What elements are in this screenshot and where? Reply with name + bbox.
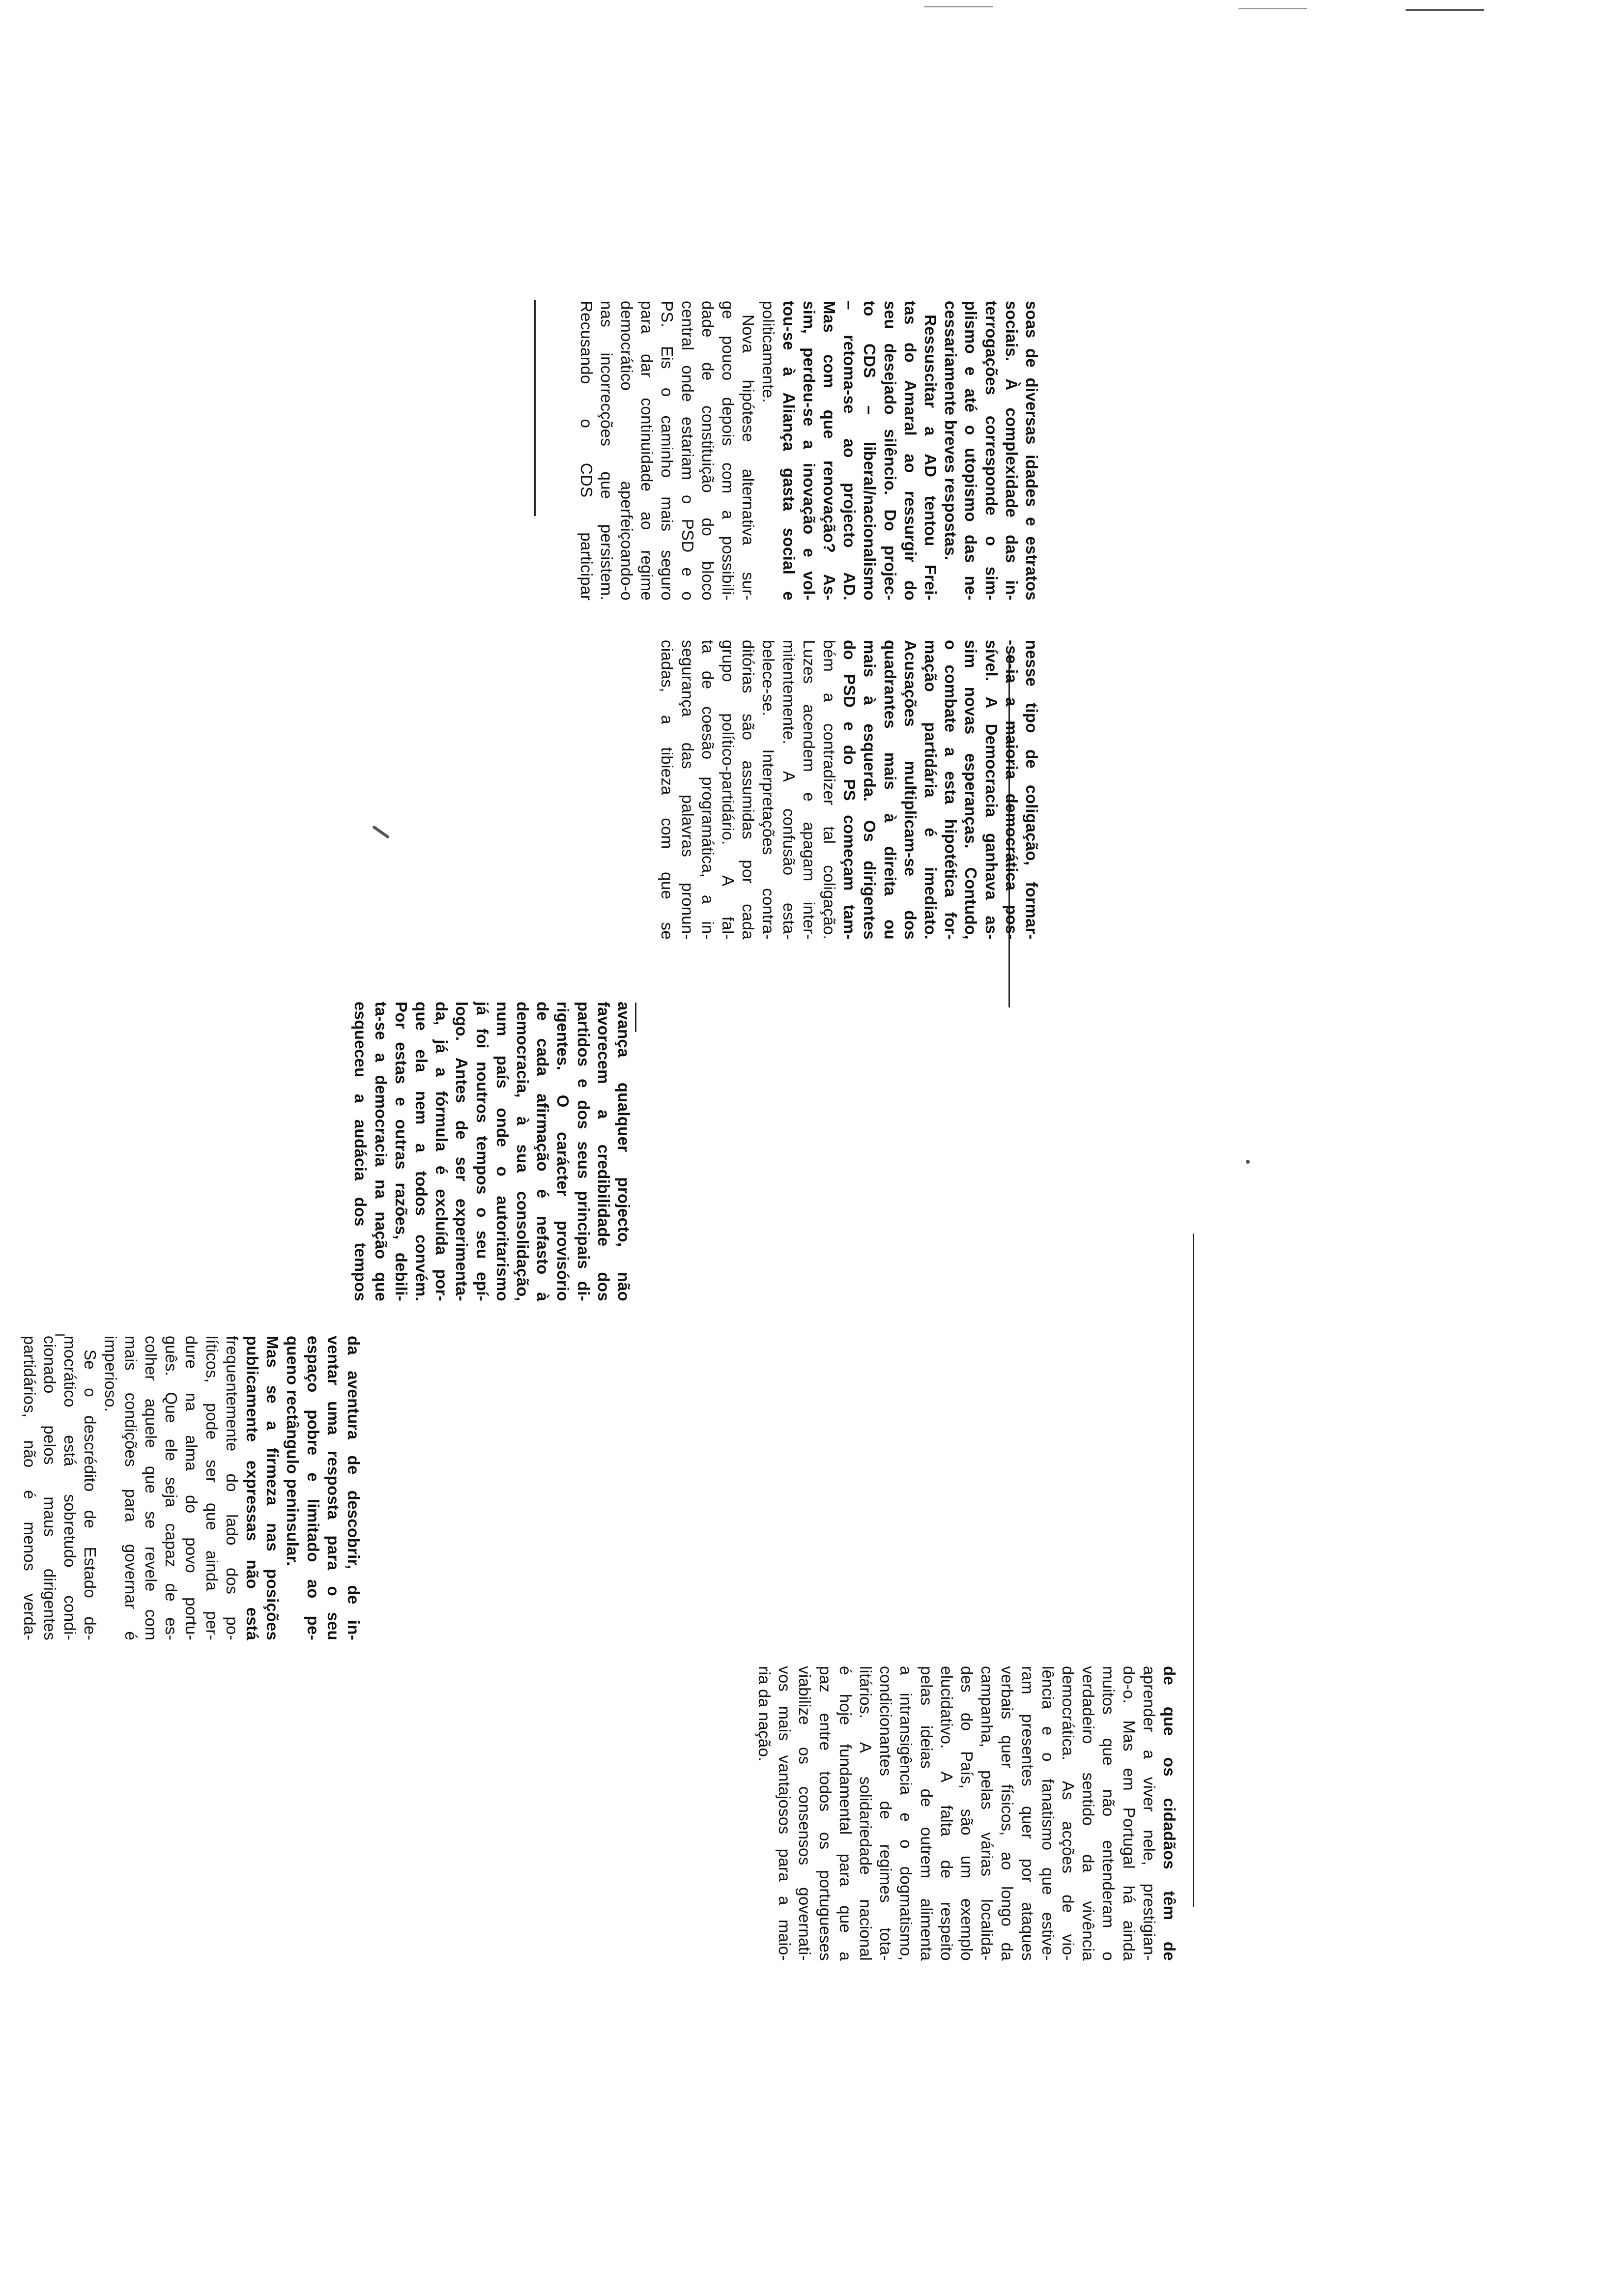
text-line: dade de constituição do bloco: [698, 301, 717, 601]
text-line: Nova hipótese alternativa sur-: [739, 315, 758, 601]
text-line: ventar uma resposta para o seu: [324, 1336, 343, 1640]
text-line: favorecem a credibilidade dos: [594, 1002, 613, 1301]
text-line: queno rectângulo peninsular.: [284, 1336, 302, 1566]
text-line: guês. Que ele seja capaz de es-: [162, 1336, 181, 1640]
text-line: Mas se a firmeza nas posições: [263, 1336, 282, 1640]
text-line: verbais quer físicos, ao longo da: [998, 1666, 1017, 1961]
text-line: mocrático está sobretudo condi-: [61, 1336, 80, 1640]
text-line: nas incorrecções que persistem.: [597, 301, 616, 601]
text-line: partidários, não é menos verda-: [20, 1336, 39, 1640]
article-column-4: [20, 1336, 364, 1640]
text-line: a intransigência e o dogmatismo,: [897, 1666, 916, 1961]
text-line: colher aquele que se revele com: [142, 1336, 160, 1640]
text-line: terrogações corresponde o sim-: [982, 301, 1001, 601]
text-line: des do País, são um exemplo: [957, 1666, 976, 1961]
text-line: ram presentes quer por ataques: [1018, 1666, 1037, 1961]
text-line: já foi noutros tempos o seu epí-: [473, 1002, 491, 1301]
text-line: ditórias são assumidas por cada: [739, 640, 758, 940]
text-line: é hoje fundamental para que a: [836, 1666, 855, 1961]
text-line: esqueceu a audácia dos tempos: [351, 1002, 370, 1301]
text-line: nesse tipo de coligação, formar-: [1023, 640, 1041, 940]
text-line: mais condições para governar é: [121, 1336, 140, 1640]
text-line: Recusando o CDS participar: [577, 301, 596, 601]
text-line: soas de diversas idades e estratos: [1023, 301, 1041, 601]
text-line: democrático aperfeiçoando-o: [617, 301, 636, 601]
article-column-3: [350, 1002, 634, 1301]
text-line: logo. Antes de ser experimenta-: [453, 1002, 471, 1301]
text-line: pelas ideias de outrem alimenta: [917, 1666, 936, 1961]
text-line: Acusações multiplicam-se dos: [901, 640, 920, 940]
text-line: tas do Amaral ao ressurgir do: [901, 301, 920, 601]
text-line: viabilize os consensos governati-: [796, 1666, 814, 1961]
text-line: Por estas e outras razões, debili-: [392, 1002, 410, 1301]
text-line: cionado pelos maus dirigentes: [40, 1336, 59, 1640]
text-line: ta de coesão programática, a in-: [698, 640, 717, 940]
text-line: ciadas, a tibieza com que se: [658, 640, 677, 940]
text-line: sim, perdeu-se a inovação e vol-: [800, 301, 818, 601]
text-line: Mas com que renovação? As-: [820, 301, 838, 601]
text-line: mais à esquerda. Os dirigentes: [861, 640, 879, 940]
text-line: Se o descrédito de Estado de-: [81, 1349, 100, 1640]
text-line: to CDS – liberal/nacionalismo: [861, 301, 879, 601]
text-line: sível. A Democracia ganhava as-: [982, 640, 1001, 940]
text-line: rigentes. O carácter provisório: [554, 1002, 573, 1301]
text-line: num país onde o autoritarismo: [493, 1002, 512, 1301]
text-line: politicamente.: [759, 301, 778, 403]
text-line: democracia, à sua consolidação,: [513, 1002, 532, 1301]
text-line: litários. A solidariedade nacional: [856, 1666, 875, 1961]
text-line: lência e o fanatismo que estive-: [1038, 1666, 1057, 1961]
text-line: sim novas esperanças. Contudo,: [962, 640, 980, 940]
text-line: belece-se. Interpretações contra-: [759, 640, 778, 940]
text-line: ria da nação.: [755, 1666, 774, 1762]
text-line: Luzes acendem e apagam inter-: [800, 640, 818, 940]
text-line: que ela nem a todos convém.: [412, 1002, 431, 1301]
text-line: segurança das palavras pronun-: [678, 640, 697, 940]
text-line: de cada afirmação é nefasto à: [534, 1002, 552, 1301]
text-line: partidos e dos seus principais di-: [574, 1002, 593, 1301]
text-line: o combate a esta hipotética for-: [942, 640, 960, 940]
text-line: elucidativo. A falta de respeito: [937, 1666, 956, 1961]
text-line: mação partidária é imediato.: [921, 640, 940, 940]
text-line: do PSD e do PS começam tam-: [840, 640, 859, 940]
text-line: quadrantes mais à direita ou: [881, 640, 899, 940]
text-line: democrática. As acções de vio-: [1059, 1666, 1077, 1961]
text-line: – retoma-se ao projecto AD.: [840, 301, 859, 601]
column-rule-col5: [1193, 1234, 1194, 1907]
text-line: campanha, pelas várias localida-: [978, 1666, 997, 1961]
text-line: sociais. À complexidade das in-: [1002, 301, 1021, 601]
text-line: ge pouco depois com a possibili-: [719, 301, 737, 601]
text-line: -se-ia a maioria democrática pos-: [1002, 640, 1021, 940]
text-line: frequentemente do lado dos po-: [223, 1336, 241, 1640]
text-line: avança qualquer projecto, não: [615, 1002, 633, 1301]
text-line: tou-se à Aliança gasta social e: [779, 301, 798, 601]
article-column-2: [657, 640, 1042, 940]
text-line: para dar continuidade ao regime: [638, 301, 657, 601]
text-line: da, já a fórmula é excluída por-: [432, 1002, 451, 1301]
text-line: de que os cidadãos têm de: [1160, 1666, 1179, 1961]
article-column-1: [576, 301, 1042, 601]
text-line: vos mais vantajosos para a maio-: [776, 1666, 794, 1961]
text-line: líticos, pode ser que ainda per-: [202, 1336, 221, 1640]
text-line: dure na alma do povo portu-: [182, 1336, 201, 1640]
text-line: paz entre todos os portugueses: [816, 1666, 835, 1961]
text-line: aprender a viver nele, prestigian-: [1140, 1666, 1158, 1961]
text-line: Ressuscitar a AD tentou Frei-: [921, 315, 940, 601]
text-line: mitentemente. A confusão esta-: [779, 640, 798, 940]
text-line: da aventura de descobrir, de in-: [345, 1336, 363, 1640]
text-line: do-o. Mas em Portugal há ainda: [1120, 1666, 1138, 1961]
article-column-5: [754, 1666, 1180, 1961]
text-line: plismo e até o utopismo das ne-: [962, 301, 980, 601]
text-line: imperioso.: [101, 1336, 120, 1412]
text-line: verdadeiro sentido da vivência: [1079, 1666, 1098, 1961]
text-line: condicionantes de regimes tota-: [877, 1666, 895, 1961]
text-line: central onde estariam o PSD e o: [678, 301, 697, 601]
text-line: PS. Eis o caminho mais seguro: [658, 301, 677, 601]
text-line: espaço pobre e limitado ao pe-: [304, 1336, 322, 1640]
text-line: publicamente expressas não está: [243, 1336, 261, 1640]
text-line: cessariamente breves respostas.: [942, 301, 960, 561]
text-line: seu desejado silêncio. Do projec-: [881, 301, 899, 601]
text-line: muitos que não entenderam o: [1099, 1666, 1118, 1961]
text-line: ta-se a democracia na nação que: [372, 1002, 390, 1301]
text-line: bém a contradizer tal coligação.: [820, 640, 838, 940]
column-rule-col3: [635, 1003, 636, 1032]
column-rule-col1: [534, 300, 536, 516]
text-line: grupo político-partidário. A fal-: [719, 640, 737, 940]
